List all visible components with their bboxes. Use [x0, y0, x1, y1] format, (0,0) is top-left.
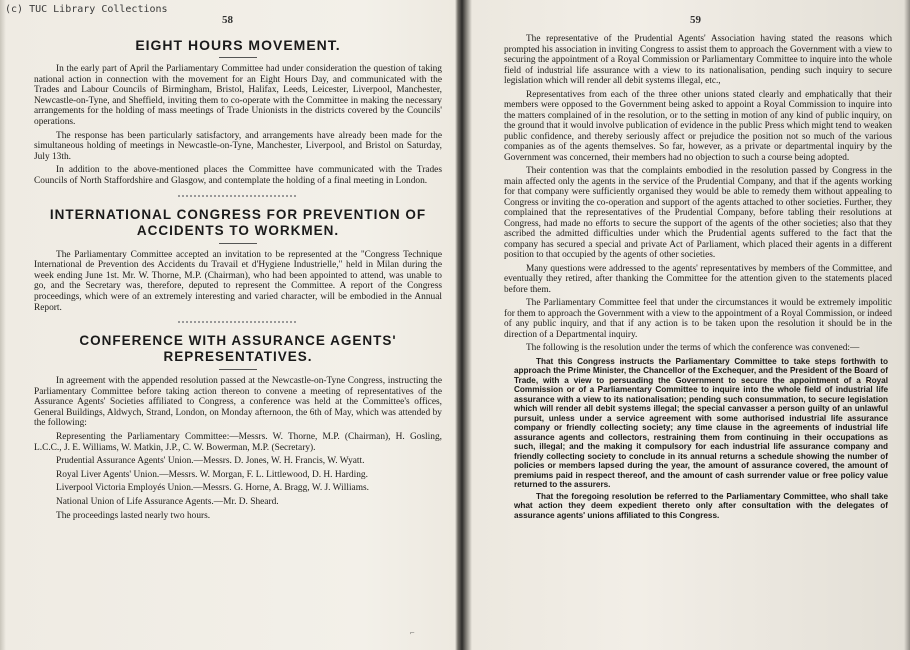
paragraph: In addition to the above-mentioned places the Committee have communicated with the Trades Councils of North Staffordshire and Glasgow, and contemplate the holding of a final meeting in London. — [34, 165, 442, 186]
section-title-international-congress: INTERNATIONAL CONGRESS FOR PREVENTION OF ACCIDENTS TO WORKMEN. — [49, 206, 427, 238]
paragraph: The Parliamentary Committee accepted an invitation to be represented at the "Congress Technique International de Prevention des Accidents du Travail et d'Hygiene Industrielle," held in Milan during the week ending June 1st. Mr. W. Thorne, M.P. (Chairman), who had been appointed to attend, was unable to go, and the Secretary was, therefore, deputed to represent the Committee. A report of the Congress proceedings, which were of an extremely interesting and varied character, will be embodied in the Annual Report. — [34, 249, 442, 313]
left-page — [34, 38, 442, 524]
right-page — [504, 34, 892, 524]
paragraph: Prudential Assurance Agents' Union.—Messrs. D. Jones, W. H. Francis, W. Wyatt. — [56, 456, 365, 467]
paragraph: Royal Liver Agents' Union.—Messrs. W. Morgan, F. L. Littlewood, D. H. Harding. — [56, 469, 368, 480]
resolution-block — [504, 357, 892, 521]
paragraph: Their contention was that the complaints embodied in the resolution passed by Congress in the main affected only the agents in the service of the Prudential Company, and that if the agents working for that company were sufficiently organised they would be able to remedy them without appealing to Congress or inviting the co-operation and support of the agents attached to other societies. Further, they complained that the representatives of the Prudential Company, before tabling their resolutions at Congress, had made no efforts to secure the support of the agents of the other societies; also that they ascribed the admitted difficulties under which the Prudential agents suffered to the fact that the company has secured a special and private Act of Parliament, which placed their agents in a different position to that occupied by the agents of other societies. — [504, 166, 892, 260]
page-mark: ⌐ — [410, 628, 415, 637]
paragraph: The following is the resolution under the terms of which the conference was convened:— — [526, 343, 860, 353]
paragraph: In agreement with the appended resolution passed at the Newcastle-on-Tyne Congress, instructing the Parliamentary Committee before taking action thereon to convene a meeting of representatives of the Assurance Agents' Societies affiliated to Congress, a conference was held at the Committee's offices, General Buildings, Aldwych, Strand, London, on Monday afternoon, the 6th of May, which was attended by the following: — [34, 376, 442, 429]
right-page-number: 59 — [690, 14, 701, 26]
paragraph: The proceedings lasted nearly two hours. — [56, 510, 211, 521]
paragraph: Liverpool Victoria Employés Union.—Messrs. G. Horne, A. Bragg, W. J. Williams. — [56, 483, 370, 494]
paragraph: Representing the Parliamentary Committee:—Messrs. W. Thorne, M.P. (Chairman), H. Gosling, L.C.C., J. E. Williams, W. Matkin, J.P., C. W. Bowerman, M.P. (Secretary). — [34, 432, 442, 453]
paragraph: The response has been particularly satisfactory, and arrangements have already been made for the simultaneous holding of meetings in Newcastle-on-Tyne, Manchester, Liverpool, and Bristol on Saturday, July 13th. — [34, 130, 442, 162]
paragraph: Many questions were addressed to the agents' representatives by members of the Committee, and eventually they retired, after thanking the Committee for the attention given to the statements placed before them. — [504, 263, 892, 295]
paragraph: The representative of the Prudential Agents' Association having stated the reasons which prompted his association in inviting Congress to assist them to approach the Government with a view to securing the appointment of a Royal Commission or Parliamentary Committee to inquire into the whole field of industrial life assurance with a view to its nationalisation, pending such inquiry to secure legislation which will render all debit systems illegal, etc., — [504, 34, 892, 86]
resolution-text: That the foregoing resolution be referred to the Parliamentary Committee, who shall take what action they deem expedient thereto only after consultation with the delegates of assurance agents' unions affiliated to this Congress. — [514, 491, 888, 520]
section-divider — [178, 321, 298, 323]
copyright-watermark: (c) TUC Library Collections — [5, 4, 168, 15]
title-rule — [219, 57, 257, 58]
paragraph: The Parliamentary Committee feel that under the circumstances it would be extremely impolitic for them to approach the Government with a view to the appointment of a Royal Commission, or indeed of any public inquiry, and that if any action is to be taken upon the resolution it should be in the direction of a Departmental inquiry. — [504, 298, 892, 340]
paragraph: National Union of Life Assurance Agents.—Mr. D. Sheard. — [56, 497, 279, 508]
section-title-assurance-conference: CONFERENCE WITH ASSURANCE AGENTS' REPRESENTATIVES. — [79, 333, 397, 365]
left-page-number: 58 — [222, 14, 233, 26]
title-rule — [219, 243, 257, 244]
resolution-text: That this Congress instructs the Parliamentary Committee to take steps forthwith to approach the Prime Minister, the Chancellor of the Exchequer, and the President of the Board of Trade, with a view to persuading the Government to secure the appointment of a Royal Commission or of a Parliamentary Committee to inquire into the whole field of industrial life assurance with a view to its nationalisation; pending such consummation, to secure legislation which will render all debit systems illegal; the special canvasser a person guilty of an unlawful pursuit, unless under a service agreement with some authorised industrial life assurance company or friendly collecting society; any time clause in the agreements of industrial life assurance agents and collectors, restraining them from continuing in their occupations as such, illegal; and the making it compulsory for each industrial life assurance company and friendly collecting society to conclude in its annual returns a schedule showing the number of policies or members lapsed during the year, the amount of assurance covered, the amount of premiums paid in respect thereof, and the amount of cash surrender value or free policy value returned to the assurers. — [514, 356, 888, 489]
section-title-eight-hours: EIGHT HOURS MOVEMENT. — [135, 37, 341, 53]
paragraph: In the early part of April the Parliamentary Committee had under consideration the question of taking national action in connection with the movement for an Eight Hours Day, and communicated with the Trades and Labour Councils of Birmingham, Bristol, Halifax, Leeds, Leicester, Liverpool, Manchester, Newcastle-on-Tyne, and Sheffield, inviting them to co-operate with the Committee in making the necessary arrangements for the holding of mass meetings of Trade Unionists in the districts covered by the Councils' operations. — [34, 64, 442, 127]
paragraph: Representatives from each of the three other unions stated clearly and emphatically that their members were opposed to the Government being asked to appoint a Royal Commission to inquire into the matters complained of in the resolution, or to the setting in motion of any kind of public inquiry, on the ground that it would involve publication of evidence in the public Press which might tend to weaken public confidence, and thereby seriously affect or prejudice the position not so much of the various companies as of the agents themselves. So far, however, as a private or departmental inquiry by the Government was concerned, their members had no objection to such a course being adopted. — [504, 89, 892, 163]
title-rule — [219, 369, 257, 370]
section-divider — [178, 195, 298, 197]
